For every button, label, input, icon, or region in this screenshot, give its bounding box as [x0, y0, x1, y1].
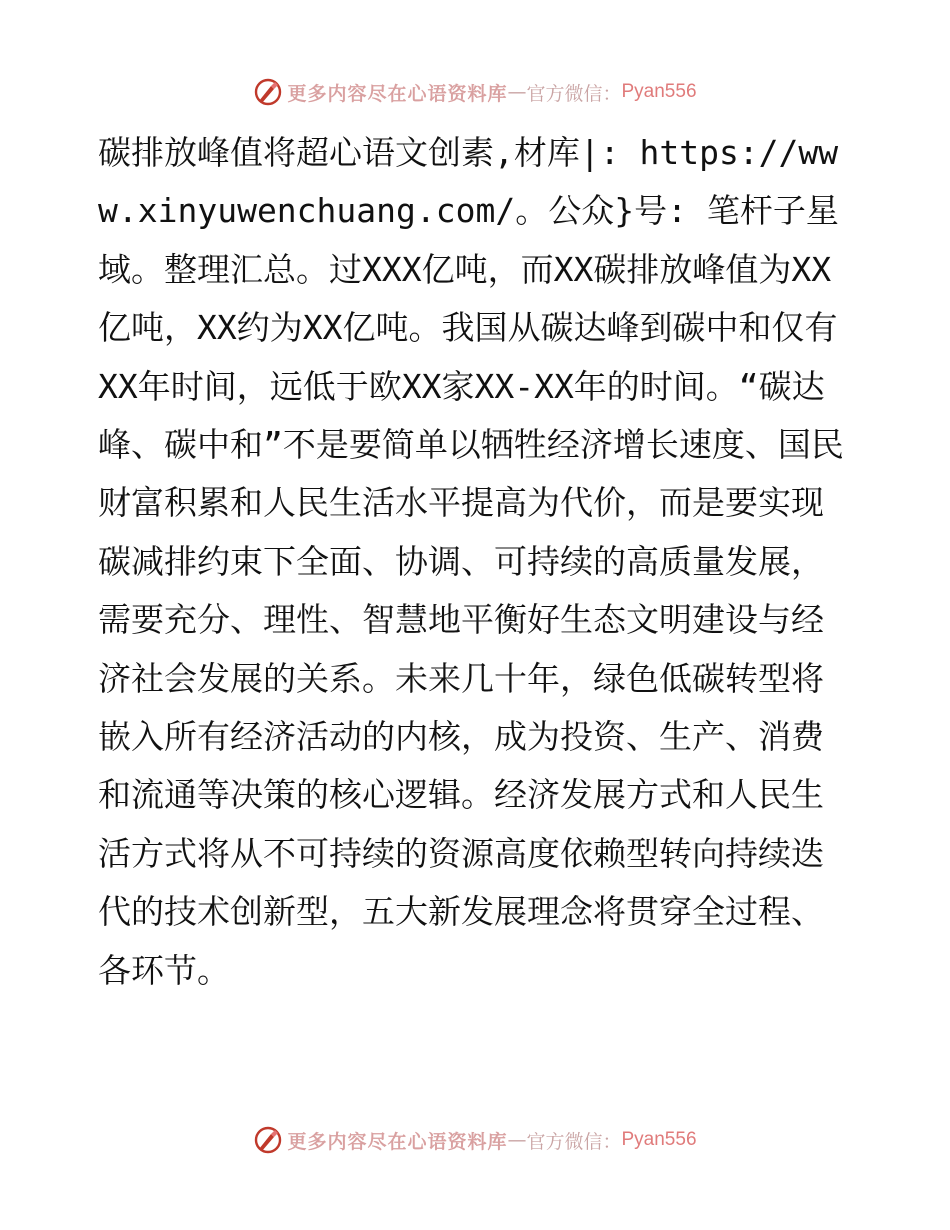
- footer-contact-label: 官方微信：: [526, 1130, 622, 1153]
- footer-brand-text: 更多内容尽在心语资料库: [287, 1130, 508, 1153]
- header-brand-text: 更多内容尽在心语资料库: [287, 82, 508, 105]
- footer-dash: —: [507, 1129, 527, 1151]
- footer-banner: [0, 1120, 950, 1160]
- header-account-id: Pyan556: [621, 81, 697, 102]
- header-banner: [0, 72, 950, 112]
- header-contact-label: 官方微信：: [526, 82, 622, 105]
- document-paragraph: 碳排放峰值将超心语文创素,材库|: https://www.xinyuwenchuang.com/。公众}号: 笔杆子星域。整理汇总。过XXX亿吨，而XX碳排放峰值为XX亿吨，XX约为XX亿吨。我国从碳达峰到碳中和仅有XX年时间，远低于欧XX家XX-XX年的时间。“碳达峰、碳中和”不是要简单以牺牲经济增长速度、国民财富积累和人民生活水平提高为代价，而是要实现碳减排约束下全面、协调、可持续的高质量发展，需要充分、理性、智慧地平衡好生态文明建设与经济社会发展的关系。未来几十年，绿色低碳转型将嵌入所有经济活动的内核，成为投资、生产、消费和流通等决策的核心逻辑。经济发展方式和人民生活方式将从不可持续的资源高度依赖型转向持续迭代的技术创新型，五大新发展理念将贯穿全过程、各环节。: [98, 133, 844, 990]
- header-dash: —: [507, 81, 527, 103]
- pen-circle-logo-icon: [253, 1125, 283, 1155]
- footer-account-id: Pyan556: [621, 1129, 697, 1150]
- pen-circle-logo-icon: [253, 77, 283, 107]
